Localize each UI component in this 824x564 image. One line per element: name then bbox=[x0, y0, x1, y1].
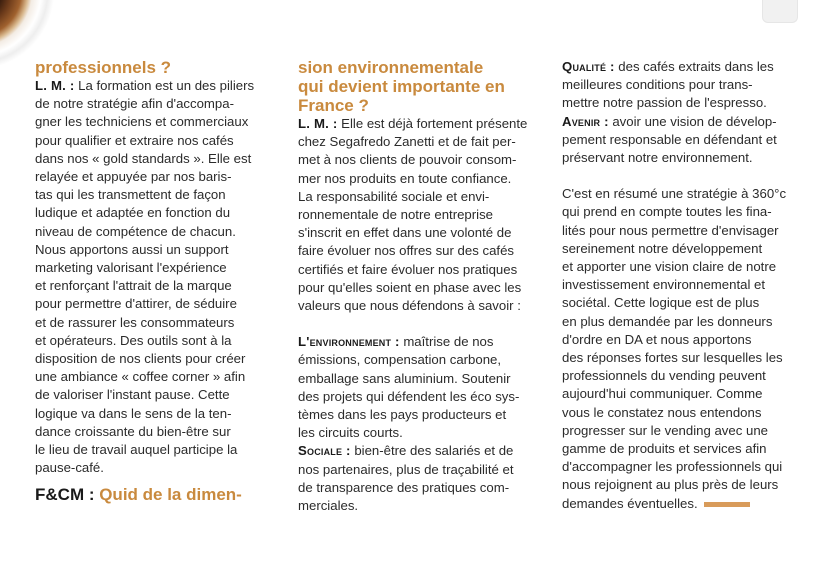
last-line: demandes éventuelles. bbox=[562, 495, 814, 513]
text-line: certifiés et faire évoluer nos pratiques bbox=[298, 261, 518, 277]
text-line: gner les techniciens et commerciaux bbox=[35, 114, 249, 130]
text-line: disposition de nos clients pour créer bbox=[35, 351, 246, 367]
paragraph-body bbox=[35, 95, 285, 477]
text-line: Nous apportons aussi un support bbox=[35, 241, 229, 257]
environment-body bbox=[298, 351, 543, 442]
text-line: professionnels du vending peuvent bbox=[562, 368, 766, 384]
text-line: émissions, compensation carbone, bbox=[298, 352, 502, 368]
text-line: progresser sur le vending avec une bbox=[562, 422, 768, 438]
question-label: F&CM : bbox=[35, 485, 95, 505]
text-line: pour qu'elles soient en phase avec les bbox=[298, 279, 522, 295]
text-line: faire évoluer nos offres sur des cafés bbox=[298, 243, 514, 259]
quality-label: Qualité : bbox=[562, 59, 615, 74]
environment-label: L'environnement : bbox=[298, 334, 400, 350]
end-of-article-mark bbox=[704, 502, 750, 507]
text-line: d'accompagner les professionnels qui bbox=[562, 459, 783, 475]
text-line: niveau de compétence de chacun. bbox=[35, 223, 236, 239]
text-line: met à nos clients de pouvoir consom- bbox=[298, 152, 517, 168]
page-corner-tab bbox=[762, 0, 798, 23]
text-line: vous le constatez nous entendons bbox=[562, 404, 762, 420]
text-line: dans nos « gold standards ». Elle est bbox=[35, 150, 252, 166]
text-line: une ambiance « coffee corner » afin bbox=[35, 369, 246, 385]
text-line: qui prend en compte toutes les fina- bbox=[562, 204, 772, 220]
text-line: d'ordre en DA et nous apportons bbox=[562, 331, 752, 347]
speaker-label: L. M. : bbox=[298, 116, 338, 131]
quality-first-line: Qualité : des cafés extraits dans les bbox=[562, 59, 774, 74]
text-line: et opérateurs. Des outils sont à la bbox=[35, 332, 232, 348]
text-line: préservant notre environnement. bbox=[562, 150, 753, 166]
quality-body bbox=[562, 76, 814, 112]
text-line: et de rassurer les consommateurs bbox=[35, 314, 235, 330]
question-heading bbox=[35, 485, 285, 504]
section-heading: professionnels ? bbox=[35, 58, 172, 77]
conclusion-paragraph bbox=[562, 185, 814, 494]
text-line: s'inscrit en effet dans une volonté de bbox=[298, 225, 512, 241]
text-line: La responsabilité sociale et envi- bbox=[298, 188, 490, 204]
text-line: sereinement notre développement bbox=[562, 240, 763, 256]
social-label: Sociale : bbox=[298, 443, 351, 459]
text-line: relayée et appuyée par nos baris- bbox=[35, 169, 232, 185]
text-line: tas qui les transmettent de façon bbox=[35, 187, 226, 203]
text-line: de transparence des pratiques com- bbox=[298, 479, 510, 495]
text-line: le lieu de travail auquel participe la bbox=[35, 442, 238, 458]
text-line: sociétal. Cette logique est de plus bbox=[562, 295, 760, 311]
text-line: ronnementale de notre entreprise bbox=[298, 207, 494, 223]
text-line: nous rejoignent au plus près de leurs bbox=[562, 477, 779, 493]
social-body bbox=[298, 461, 543, 516]
text-line: logique va dans le sens de la ten- bbox=[35, 405, 232, 421]
text-line: dance croissante du bien-être sur bbox=[35, 423, 231, 439]
text-line: pour permettre d'attirer, de séduire bbox=[35, 296, 237, 312]
text-line: emballage sans aluminium. Soutenir bbox=[298, 370, 511, 386]
text-line: aujourd'hui communiquer. Comme bbox=[562, 386, 763, 402]
future-label: Avenir : bbox=[562, 113, 609, 129]
text-line: lités pour nous permettre d'envisager bbox=[562, 222, 779, 238]
text-line: de notre stratégie afin d'accompa- bbox=[35, 96, 234, 112]
text-line: et renforçant l'attrait de la marque bbox=[35, 278, 232, 294]
paragraph-body bbox=[298, 133, 543, 315]
future-first-line: Avenir : avoir une vision de dévelop- bbox=[562, 113, 777, 129]
text-line: France ? bbox=[298, 96, 369, 115]
text-line: merciales. bbox=[298, 498, 359, 514]
column-3 bbox=[562, 58, 814, 513]
text-line: investissement environnemental et bbox=[562, 277, 766, 293]
social-first-line: Sociale : bien-être des salariés et de bbox=[298, 443, 514, 459]
text-line: des projets qui défendent les éco sys- bbox=[298, 388, 520, 404]
column-1 bbox=[35, 58, 285, 504]
speaker-label: L. M. : bbox=[35, 78, 75, 93]
text-line: C'est en résumé une stratégie à 360°c bbox=[562, 186, 787, 202]
text-line: pause-café. bbox=[35, 460, 104, 476]
text-line: valeurs que nous défendons à savoir : bbox=[298, 298, 521, 314]
text-line: et apporter une vision claire de notre bbox=[562, 259, 777, 275]
text-line: pement responsable en défendant et bbox=[562, 131, 777, 147]
text-line: pour qualifier et extraire nos cafés bbox=[35, 132, 234, 148]
text-line: marketing valorisant l'expérience bbox=[35, 260, 227, 276]
text-line: ludique et adaptée en fonction du bbox=[35, 205, 231, 221]
text-line: qui devient importante en bbox=[298, 77, 505, 96]
text-line: nos partenaires, plus de traçabilité et bbox=[298, 461, 514, 477]
text-line: sion environnementale bbox=[298, 58, 484, 77]
text-line: mettre notre passion de l'espresso. bbox=[562, 95, 767, 111]
text-line: gamme de produits et services afin bbox=[562, 441, 767, 457]
text-line: mer nos produits en toute confiance. bbox=[298, 170, 512, 186]
text-line: de valoriser l'instant pause. Cette bbox=[35, 387, 230, 403]
paragraph-first-line: L. M. : Elle est déjà fortement présente bbox=[298, 116, 528, 131]
text-line: les circuits courts. bbox=[298, 425, 403, 441]
question-heading-continued bbox=[298, 58, 543, 115]
text-line: chez Segafredo Zanetti et de fait per- bbox=[298, 134, 516, 150]
question-text: Quid de la dimen- bbox=[94, 485, 242, 505]
environment-first-line: L'environnement : maîtrise de nos bbox=[298, 334, 494, 350]
future-body bbox=[562, 131, 814, 167]
paragraph-first-line: L. M. : La formation est un des piliers bbox=[35, 78, 255, 93]
column-2 bbox=[298, 58, 543, 515]
text-line: tèmes dans les pays producteurs et bbox=[298, 407, 507, 423]
text-line: en plus demandée par les donneurs bbox=[562, 313, 773, 329]
text-line: meilleures conditions pour trans- bbox=[562, 77, 753, 93]
text-line: des réponses fortes sur lesquelles les bbox=[562, 350, 783, 366]
